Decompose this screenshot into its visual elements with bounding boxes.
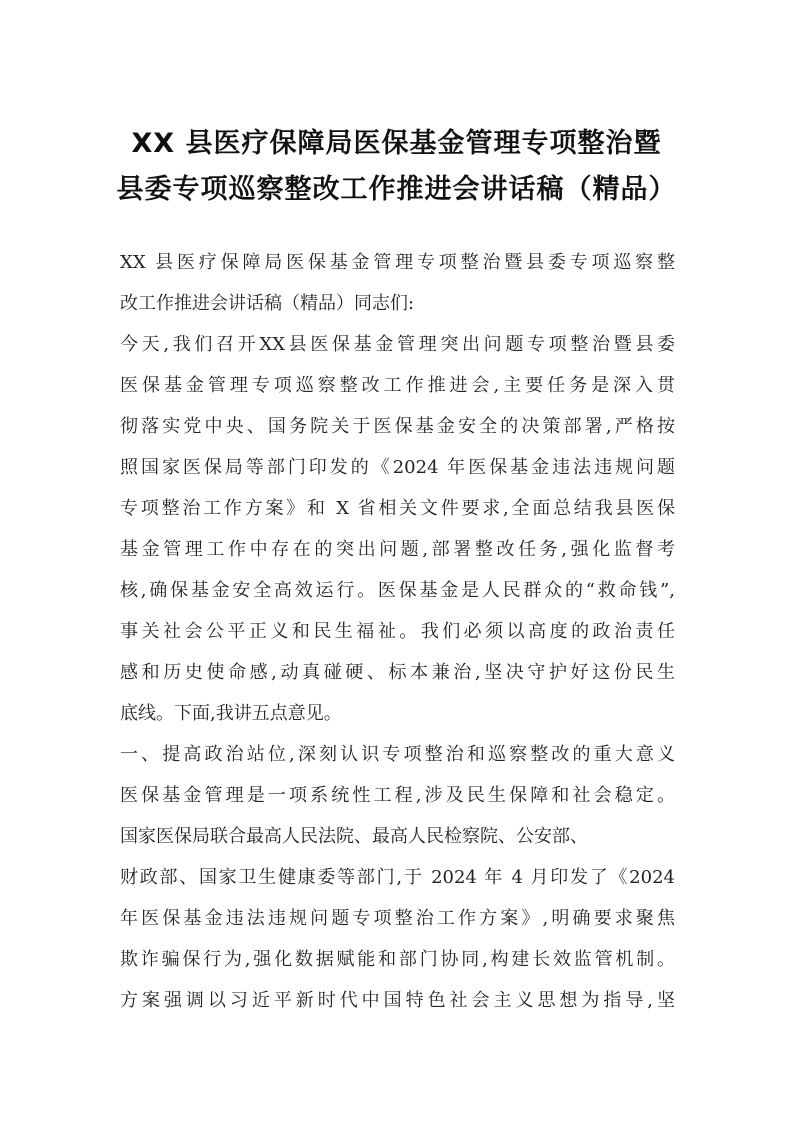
body-line: 彻落实党中央、国务院关于医保基金安全的决策部署,严格按 [120, 416, 675, 437]
body-line: 底线。下面,我讲五点意见。 [120, 703, 342, 724]
body-line: 核,确保基金安全高效运行。医保基金是人民群众的“救命钱”, [120, 580, 675, 601]
body-line: XX 县医疗保障局医保基金管理专项整治暨县委专项巡察整 [120, 252, 675, 273]
section-heading: 一、提高政治站位,深刻认识专项整治和巡察整改的重大意义 [120, 744, 675, 765]
body-line: 感和历史使命感,动真碰硬、标本兼治,坚决守护好这份民生 [120, 662, 675, 683]
body-line: 国家医保局联合最高人民法院、最高人民检察院、公安部、 [120, 826, 588, 847]
body-line: 改工作推进会讲话稿（精品）同志们: [120, 293, 415, 314]
body-line: 专项整治工作方案》和 X 省相关文件要求,全面总结我县医保 [120, 498, 675, 519]
body-line: 医保基金管理专项巡察整改工作推进会,主要任务是深入贯 [120, 375, 675, 396]
body-line: 年医保基金违法违规问题专项整治工作方案》,明确要求聚焦 [120, 908, 675, 929]
body-line: 照国家医保局等部门印发的《2024 年医保基金违法违规问题 [120, 457, 675, 478]
body-line: 基金管理工作中存在的突出问题,部署整改任务,强化监督考 [120, 539, 675, 560]
body-line: 欺诈骗保行为,强化数据赋能和部门协同,构建长效监管机制。 [120, 949, 675, 970]
body-line: 事关社会公平正义和民生福祉。我们必须以高度的政治责任 [120, 621, 675, 642]
body-line: 方案强调以习近平新时代中国特色社会主义思想为指导,坚 [120, 990, 675, 1011]
document-title-line-1: XX 县医疗保障局医保基金管理专项整治暨 [131, 128, 662, 159]
body-line: 医保基金管理是一项系统性工程,涉及民生保障和社会稳定。 [120, 785, 675, 806]
document-title-line-2: 县委专项巡察整改工作推进会讲话稿（精品） [116, 174, 677, 205]
body-line: 今天,我们召开XX县医保基金管理突出问题专项整治暨县委 [120, 334, 675, 355]
body-line: 财政部、国家卫生健康委等部门,于 2024 年 4 月印发了《2024 [120, 867, 675, 888]
